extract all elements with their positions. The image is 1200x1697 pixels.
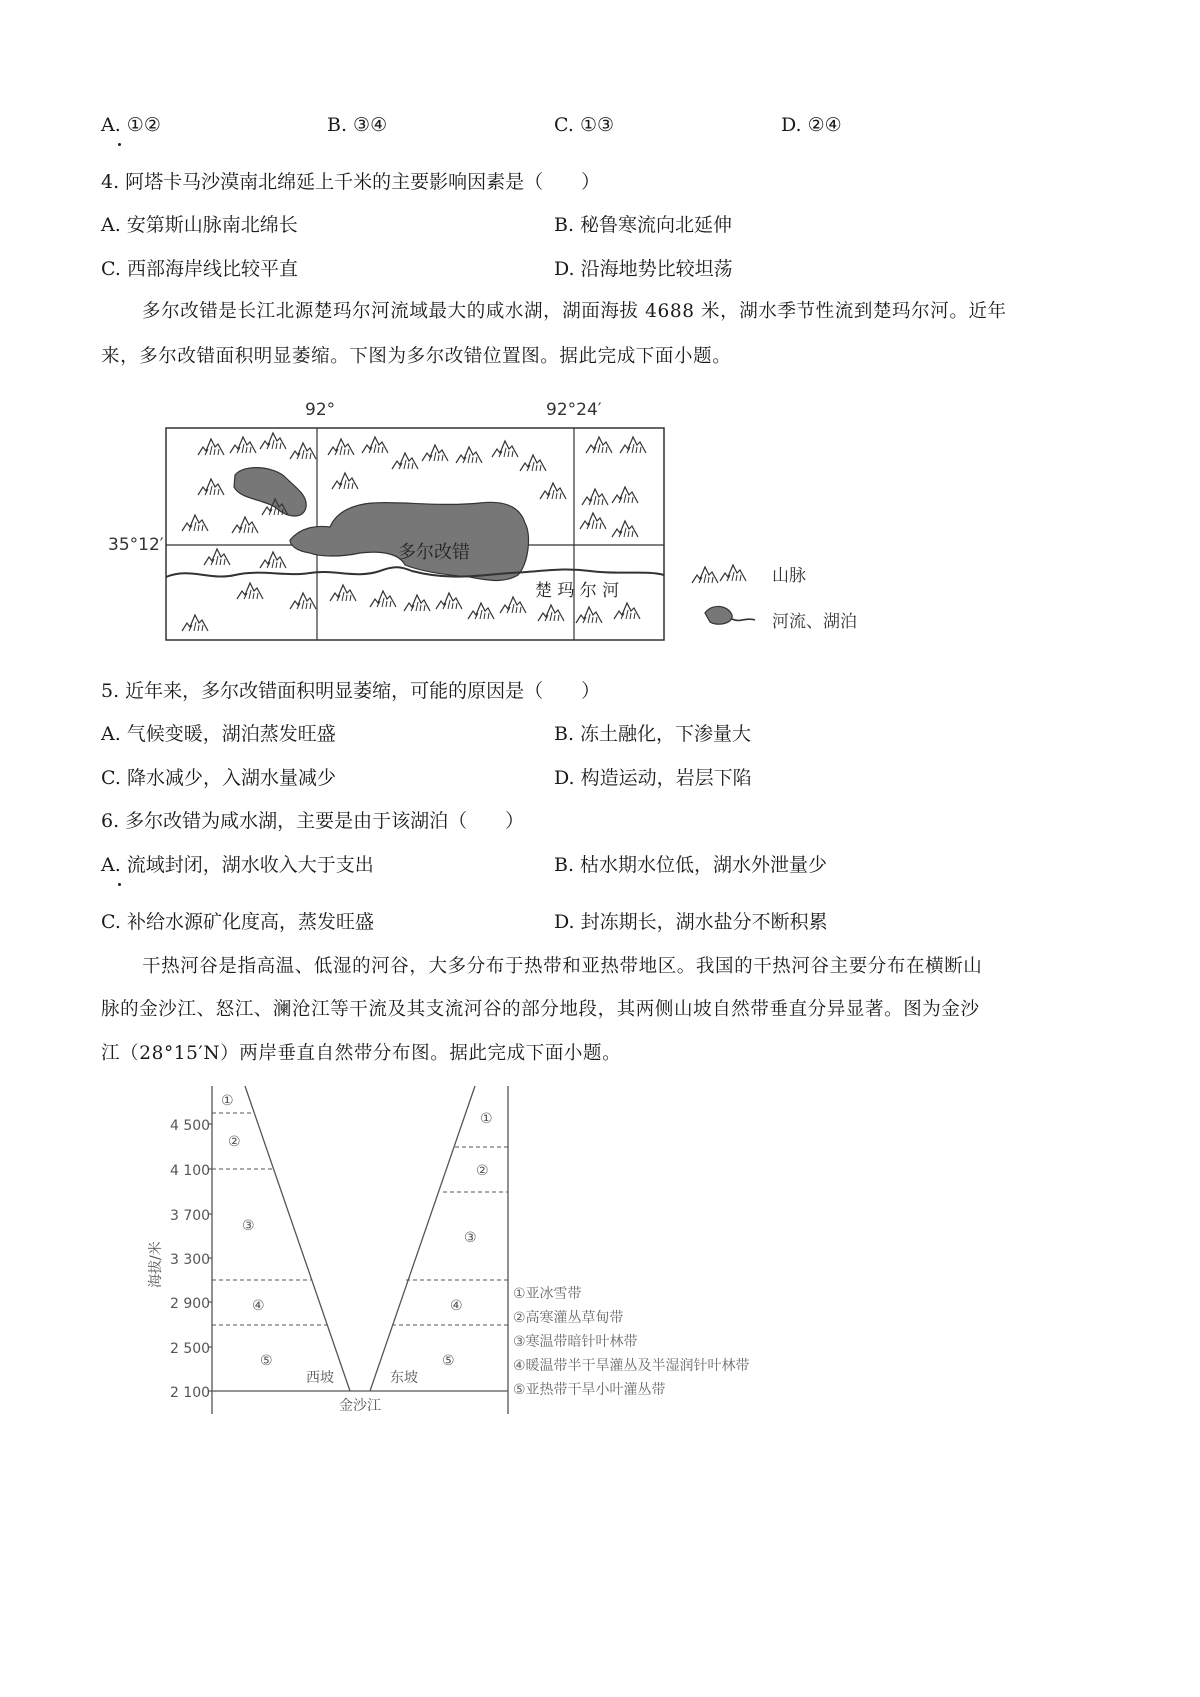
q4-stem: 4. 阿塔卡马沙漠南北绵延上千米的主要影响因素是（ ） [101, 171, 601, 193]
mountain-legend-icon [692, 565, 746, 583]
q5-option-a: A. 气候变暖，湖泊蒸发旺盛 [101, 723, 336, 745]
water-legend-river [732, 619, 755, 620]
west-zone-4: ④ [252, 1298, 265, 1314]
legend-mountain-label: 山脉 [772, 566, 806, 586]
legend-zone-2: ②高寒灌丛草甸带 [513, 1310, 624, 1326]
lake-location-map [100, 395, 900, 650]
longitude-label-92-24: 92°24′ [546, 400, 602, 420]
q6-option-a: A. 流域封闭，湖水收入大于支出 [101, 854, 374, 876]
west-zone-5: ⑤ [260, 1353, 273, 1369]
east-zone-4: ④ [450, 1298, 463, 1314]
q6-option-d: D. 封冻期长，湖水盐分不断积累 [554, 911, 828, 933]
q5-option-b: B. 冻土融化，下渗量大 [554, 723, 752, 745]
legend-zone-5: ⑤亚热带干旱小叶灌丛带 [513, 1382, 666, 1398]
east-zone-2: ② [476, 1163, 489, 1179]
q6-stem: 6. 多尔改错为咸水湖，主要是由于该湖泊（ ） [101, 810, 525, 832]
y-tick-3700: 3 700 [170, 1208, 211, 1224]
west-zone-2: ② [228, 1134, 241, 1150]
y-tick-2100: 2 100 [170, 1385, 211, 1401]
y-tick-2500: 2 500 [170, 1341, 211, 1357]
water-legend-icon [705, 606, 732, 624]
q5-stem: 5. 近年来，多尔改错面积明显萎缩，可能的原因是（ ） [101, 680, 601, 702]
east-slope-line [370, 1086, 475, 1391]
legend-zone-1: ①亚冰雪带 [513, 1286, 582, 1302]
river-label: 金沙江 [339, 1398, 381, 1414]
latitude-label: 35°12′ [108, 535, 164, 555]
lake-label: 多尔改错 [398, 542, 470, 563]
west-zone-1: ① [221, 1093, 234, 1109]
q6-option-b: B. 枯水期水位低，湖水外泄量少 [554, 854, 828, 876]
q5-option-d: D. 构造运动，岩层下陷 [554, 767, 752, 789]
q6-option-c: C. 补给水源矿化度高，蒸发旺盛 [101, 911, 374, 933]
legend-water-label: 河流、湖泊 [772, 612, 857, 632]
east-zone-3: ③ [464, 1230, 477, 1246]
emphasis-dot [118, 143, 121, 146]
q4-option-a: A. 安第斯山脉南北绵长 [101, 214, 298, 236]
y-tick-4500: 4 500 [170, 1118, 211, 1134]
y-axis-label: 海拔/米 [148, 1241, 164, 1288]
q4-option-d: D. 沿海地势比较坦荡 [554, 258, 733, 280]
emphasis-dot [118, 883, 121, 886]
west-slope-line [245, 1086, 350, 1391]
west-zone-3: ③ [242, 1218, 255, 1234]
q3-option-b: B. ③④ [327, 114, 388, 136]
y-tick-2900: 2 900 [170, 1296, 211, 1312]
legend-zone-3: ③寒温带暗针叶林带 [513, 1334, 638, 1350]
west-slope-label: 西坡 [306, 1370, 334, 1386]
passage2-line3: 江（28°15′N）两岸垂直自然带分布图。据此完成下面小题。 [101, 1043, 622, 1064]
q3-option-a: A. ①② [101, 114, 161, 136]
vertical-zone-profile [130, 1080, 830, 1420]
y-tick-4100: 4 100 [170, 1163, 211, 1179]
q5-option-c: C. 降水减少，入湖水量减少 [101, 767, 336, 789]
y-tick-3300: 3 300 [170, 1252, 211, 1268]
q4-option-c: C. 西部海岸线比较平直 [101, 258, 298, 280]
q3-option-d: D. ②④ [781, 114, 842, 136]
east-slope-label: 东坡 [390, 1370, 418, 1386]
q4-option-b: B. 秘鲁寒流向北延伸 [554, 214, 733, 236]
east-zone-5: ⑤ [442, 1353, 455, 1369]
river-label: 楚 玛 尔 河 [535, 581, 620, 601]
longitude-label-92: 92° [305, 400, 336, 420]
passage1-line2: 来，多尔改错面积明显萎缩。下图为多尔改错位置图。据此完成下面小题。 [101, 346, 732, 367]
small-lake [234, 468, 306, 516]
legend-zone-4: ④暖温带半干旱灌丛及半湿润针叶林带 [513, 1358, 750, 1374]
passage2-line2: 脉的金沙江、怒江、澜沧江等干流及其支流河谷的部分地段，其两侧山坡自然带垂直分异显著。图为金沙 [101, 999, 980, 1020]
passage1-line1: 多尔改错是长江北源楚玛尔河流域最大的咸水湖，湖面海拔 4688 米，湖水季节性流到楚玛尔河。近年 [142, 301, 1007, 322]
east-zone-1: ① [480, 1111, 493, 1127]
q3-option-c: C. ①③ [554, 114, 615, 136]
passage2-line1: 干热河谷是指高温、低湿的河谷，大多分布于热带和亚热带地区。我国的干热河谷主要分布在横断山 [142, 956, 983, 977]
